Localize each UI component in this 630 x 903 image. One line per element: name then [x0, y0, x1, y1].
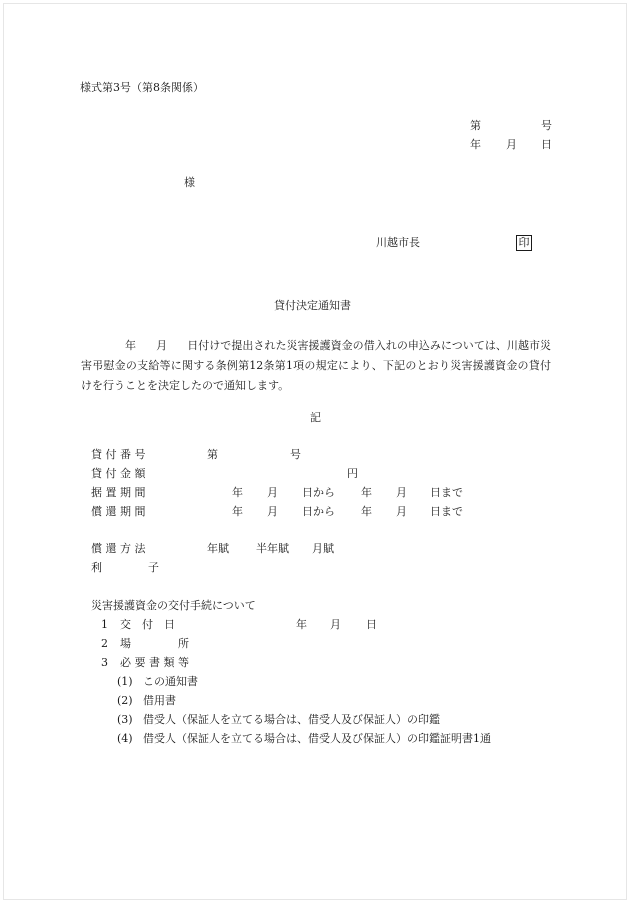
grace-until: 日まで — [430, 486, 463, 499]
loan-amount-label: 貸 付 金 額 — [91, 467, 146, 480]
date-month: 月 — [506, 138, 517, 151]
proc-place-label-b: 所 — [178, 637, 189, 650]
ki-heading: 記 — [310, 411, 321, 424]
body-month: 月 — [156, 339, 168, 352]
body-text: 日付けで提出された災害援護資金の借入れの申込みについては、川越市災害弔慰金の支給等に関する条例第12条第1項の規定により、下記のとおり災害援護資金の貸付けを行うことを決定したので通知します。 — [81, 339, 552, 392]
document-title: 貸付決定通知書 — [274, 299, 351, 312]
grace-from: 日から — [302, 486, 335, 499]
method-annual: 年賦 — [207, 542, 229, 555]
doc-1-num: (1) — [117, 675, 133, 688]
method-monthly: 月賦 — [312, 542, 334, 555]
grace-month2: 月 — [396, 486, 407, 499]
doc-1-text: この通知書 — [143, 675, 198, 688]
repay-from: 日から — [302, 505, 335, 518]
doc-number-go: 号 — [541, 119, 552, 132]
date-day: 日 — [541, 138, 552, 151]
issuer-name: 川越市長 — [376, 236, 420, 249]
proc-docs-num: 3 — [101, 656, 108, 669]
grace-year1: 年 — [232, 486, 243, 499]
proc-place-num: 2 — [101, 637, 108, 650]
doc-3-num: (3) — [117, 713, 133, 726]
doc-4-text: 借受人（保証人を立てる場合は、借受人及び保証人）の印鑑証明書1通 — [143, 732, 491, 745]
procedure-heading: 災害援護資金の交付手続について — [91, 599, 256, 612]
method-semiannual: 半年賦 — [256, 542, 289, 555]
addressee-suffix: 様 — [184, 176, 195, 189]
loan-amount-yen: 円 — [347, 467, 358, 480]
date-year: 年 — [470, 138, 481, 151]
repayment-method-label: 償 還 方 法 — [91, 542, 146, 555]
proc-date-num: 1 — [101, 618, 108, 631]
proc-docs-label: 必 要 書 類 等 — [120, 656, 189, 669]
proc-date-year: 年 — [296, 618, 307, 631]
doc-2-num: (2) — [117, 694, 133, 707]
loan-number-label: 貸 付 番 号 — [91, 448, 146, 461]
proc-place-label-a: 場 — [120, 637, 131, 650]
loan-number-go: 号 — [290, 448, 301, 461]
proc-date-month: 月 — [330, 618, 341, 631]
body-paragraph — [81, 336, 551, 396]
doc-4-num: (4) — [117, 732, 133, 745]
repay-year1: 年 — [232, 505, 243, 518]
proc-date-day: 日 — [366, 618, 377, 631]
repayment-period-label: 償 還 期 間 — [91, 505, 146, 518]
repay-month2: 月 — [396, 505, 407, 518]
interest-label-a: 利 — [91, 561, 102, 574]
loan-number-dai: 第 — [207, 448, 218, 461]
repay-until: 日まで — [430, 505, 463, 518]
repay-month1: 月 — [267, 505, 278, 518]
form-label: 様式第3号（第8条関係） — [80, 81, 204, 94]
doc-2-text: 借用書 — [143, 694, 176, 707]
doc-3-text: 借受人（保証人を立てる場合は、借受人及び保証人）の印鑑 — [143, 713, 440, 726]
repay-year2: 年 — [361, 505, 372, 518]
seal-mark: 印 — [516, 235, 532, 251]
proc-date-label: 交 付 日 — [120, 618, 175, 631]
grace-month1: 月 — [267, 486, 278, 499]
grace-period-label: 据 置 期 間 — [91, 486, 146, 499]
grace-year2: 年 — [361, 486, 372, 499]
body-year: 年 — [125, 339, 137, 352]
doc-number-dai: 第 — [470, 119, 481, 132]
interest-label-b: 子 — [148, 561, 159, 574]
